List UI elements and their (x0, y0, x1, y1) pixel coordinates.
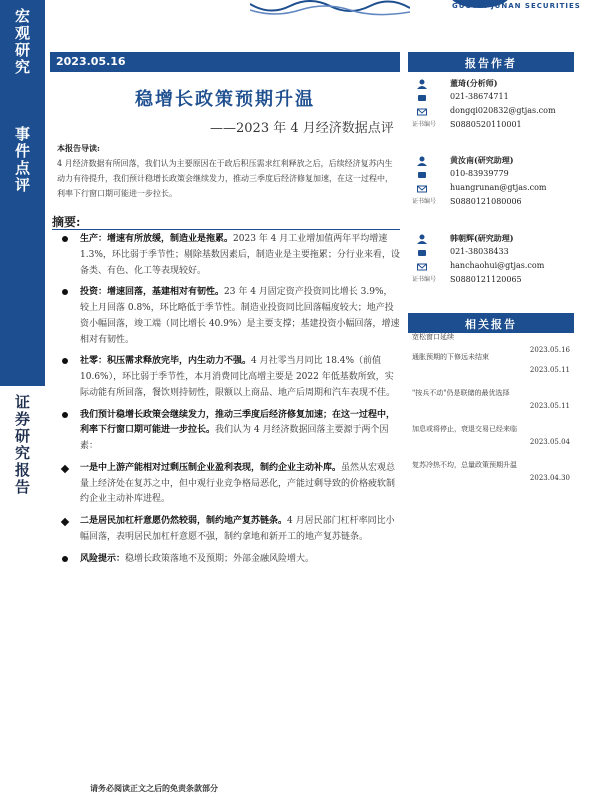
person-icon (417, 234, 427, 244)
summary-divider (52, 229, 400, 230)
bullet-lead: 风险提示： (80, 553, 126, 564)
bullet-lead: 二是居民加杠杆意愿仍然较弱，制约地产复苏链条。 (80, 516, 288, 526)
bullet-text: 4 月居民部门杠杆率同比小幅回落，表明居民加杠杆意愿不强，制约拿地和新开工的地产复苏链条。 (80, 516, 395, 542)
author-phone: 010-83939779 (450, 169, 509, 178)
left-sidebar (0, 0, 45, 800)
related-item[interactable] (412, 350, 572, 386)
author-card (412, 76, 577, 132)
author-email[interactable]: hanchaohui@gtjas.com (450, 261, 545, 270)
report-date: 2023.05.16 (50, 52, 400, 72)
bullet-dot-icon (62, 289, 68, 295)
author-email[interactable]: dongqi020832@gtjas.com (450, 106, 556, 115)
category-label: 宏观研究 (0, 0, 45, 96)
bullet-outlook (60, 408, 400, 455)
bullet-factor-one (60, 461, 400, 508)
author-name: 韩朝辉(研究助理) (450, 233, 514, 243)
bullet-text: 稳增长政策落地不及预期；外部金融风险增大。 (125, 553, 315, 564)
bullet-factor-two (60, 514, 400, 546)
related-list (412, 330, 572, 494)
bullet-diamond-icon (61, 518, 69, 526)
related-item[interactable] (412, 386, 572, 422)
related-title[interactable]: 宽松窗口延续 (412, 333, 454, 341)
bullet-text: 虽然从宏观总量上经济处在复苏之中，但中观行业竞争格局恶化，产能过剩导致的价格疲软制约企业主动补库进程。 (80, 462, 396, 505)
disclaimer-footer: 请务必阅读正文之后的免责条款部分 (90, 783, 218, 793)
page-subtitle: ——2023 年 4 月经济数据点评 (210, 121, 394, 136)
bullet-diamond-icon (61, 465, 69, 473)
bullet-lead: 社零：积压需求释放完毕，内生动力不强。 (80, 356, 252, 367)
related-item[interactable] (412, 458, 572, 494)
person-icon (417, 156, 427, 166)
bullet-lead: 一是中上游产能相对过剩压制企业盈利表现，制约企业主动补库。 (80, 462, 342, 473)
related-date: 2023.04.30 (529, 474, 570, 482)
author-phone: 021-38674711 (450, 92, 509, 101)
related-date: 2023.05.11 (529, 366, 570, 374)
phone-icon (417, 170, 427, 180)
bullet-text: 我们认为 4 月经济数据回落主要源于两个因素： (80, 425, 389, 451)
author-name: 董琦(分析师) (450, 78, 498, 88)
doc-kind-label: 证券研究报告 (0, 390, 45, 510)
page-title: 稳增长政策预期升温 (135, 89, 315, 110)
related-date: 2023.05.04 (529, 438, 570, 446)
related-title[interactable]: 加息或将停止，衰退交易已经来临 (412, 425, 517, 433)
cert-label: 证书编号 (412, 276, 437, 283)
related-item[interactable] (412, 422, 572, 458)
bullet-text: 2023 年 4 月工业增加值两年平均增速 1.3%，环比弱于季节性；剔除基数因素后，制造业是主要拖累；分行业来看，设备类、有色、化工等表现较好。 (80, 234, 400, 276)
phone-icon (417, 93, 427, 103)
bullet-retail (60, 354, 400, 401)
top-banner (45, 0, 600, 38)
wave-decoration-icon (250, 0, 410, 20)
abstract-heading: 本报告导读: (57, 143, 100, 153)
phone-icon (417, 248, 427, 258)
cert-label: 证书编号 (412, 121, 437, 128)
cert-label: 证书编号 (412, 198, 437, 205)
summary-bullets (60, 232, 400, 573)
author-cert: S0880520110001 (450, 120, 522, 129)
author-email[interactable]: huangrunan@gtjas.com (450, 183, 547, 192)
author-cert: S0880121120065 (450, 275, 522, 284)
bullet-dot-icon (62, 236, 68, 242)
bullet-investment (60, 285, 400, 348)
bullet-text: 4 月社零当月同比 18.4%（前值 10.6%），环比弱于季节性，本月消费同比高增主要是 2022 年低基数所致，实际动能有所回落，餐饮则持韧性，限额以上商品、地产后周期和汽车表现不佳。 (80, 356, 396, 398)
bullet-lead: 生产：增速有所放缓，制造业是拖累。 (80, 234, 234, 244)
author-phone: 021-38038433 (450, 247, 509, 256)
email-icon (417, 107, 427, 117)
author-card (412, 231, 577, 287)
bullet-lead: 投资：增速回落，基建相对有韧性。 (80, 287, 225, 298)
author-card (412, 153, 577, 209)
bullet-production (60, 232, 400, 279)
summary-heading: 摘要: (52, 215, 81, 229)
related-date: 2023.05.16 (529, 346, 570, 354)
brand-logo-text: GUOTAI JUNAN SECURITIES (452, 2, 581, 10)
report-type-label: 事件点评 (0, 96, 45, 386)
author-name: 黄汝南(研究助理) (450, 155, 514, 165)
related-item[interactable] (412, 330, 572, 354)
related-title[interactable]: "按兵不动"仍是联储的最优选择 (412, 389, 510, 397)
abstract-body: 4 月经济数据有所回落，我们认为主要原因在于政后积压需求红利释放之后，后续经济复苏内生动力有待提升，我们预计稳增长政策会继续发力，推动三季度后经济修复加速，在这一过程中，利率下行窗口期可能进一步拉长。 (57, 159, 393, 199)
related-title[interactable]: 复苏冷热不均，总量政策预期升温 (412, 461, 517, 469)
bullet-lead: 我们预计稳增长政策会继续发力，推动三季度后经济修复加速；在这一过程中，利率下行窗口期可能进一步拉长。 (80, 409, 396, 436)
related-title[interactable]: 通胀预期的下修远未结束 (412, 353, 489, 361)
related-date: 2023.05.11 (529, 402, 570, 410)
email-icon (417, 184, 427, 194)
person-icon (417, 79, 427, 89)
related-heading: 相关报告 (408, 313, 574, 333)
bullet-dot-icon (62, 412, 68, 418)
author-cert: S0880121080006 (450, 197, 522, 206)
bullet-dot-icon (62, 556, 68, 562)
authors-heading: 报告作者 (408, 52, 574, 72)
bullet-dot-icon (62, 358, 68, 364)
bullet-text: 23 年 4 月固定资产投资同比增长 3.9%，较上月回落 0.8%，环比略低于季节性。制造业投资同比回落幅度较大；地产投资小幅回落，竣工端（同比增长 40.9%）是主要支撑；基建投资小幅回落，增速相对有韧性。 (80, 287, 400, 345)
bullet-risk (60, 552, 400, 568)
email-icon (417, 262, 427, 272)
